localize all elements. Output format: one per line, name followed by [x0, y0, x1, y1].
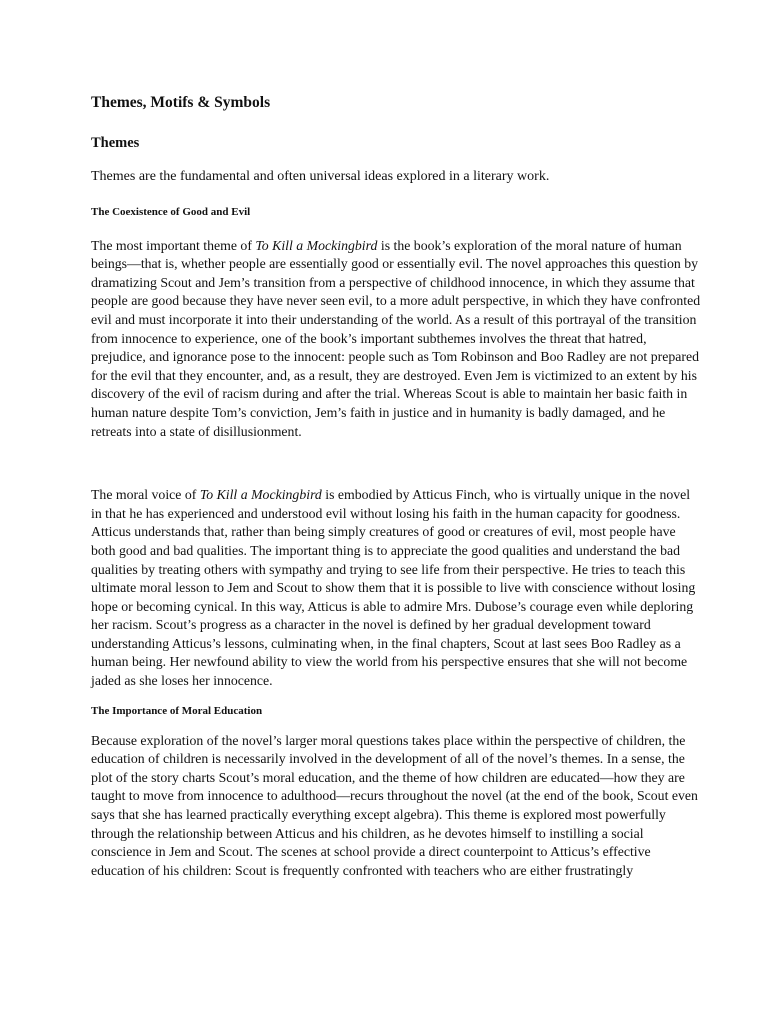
- paragraph-text-lead: The moral voice of: [91, 487, 200, 503]
- paragraph-text-body: is embodied by Atticus Finch, who is virtually unique in the novel in that he has experienced and understood evil without losing his faith in the human capacity for goodness. Atticus understands that, rather than being simply creatures of good or creatures of evil, most people have both good and bad qualities. The important thing is to appreciate the good qualities and understand the bad qualities by treating others with sympathy and trying to see life from their perspective. He tries to teach this ultimate moral lesson to Jem and Scout to show them that it is possible to live with conscience without losing hope or becoming cynical. In this way, Atticus is able to admire Mrs. Dubose’s courage even while deploring her racism. Scout’s progress as a character in the novel is defined by her gradual development toward understanding Atticus’s lessons, culminating when, in the final chapters, Scout at last sees Boo Radley as a human being. Her newfound ability to view the world from his perspective ensures that she will not become jaded as she loses her innocence.: [91, 487, 696, 689]
- book-title-italic: To Kill a Mockingbird: [199, 487, 322, 503]
- book-title-italic: To Kill a Mockingbird: [255, 237, 378, 253]
- section-heading-themes: Themes: [91, 135, 140, 151]
- document-title: Themes, Motifs & Symbols: [91, 94, 271, 111]
- paragraph-text-lead: The most important theme of: [91, 237, 256, 253]
- paragraph-good-evil-1: [91, 237, 703, 442]
- paragraph-good-evil-2: [91, 486, 703, 691]
- intro-paragraph: Themes are the fundamental and often universal ideas explored in a literary work.: [91, 169, 550, 184]
- subheading-good-and-evil: The Coexistence of Good and Evil: [91, 205, 251, 218]
- document-page: [91, 92, 703, 880]
- paragraph-moral-education: Because exploration of the novel’s larger moral questions takes place within the perspective of children, the education of children is necessarily involved in the development of all of the novel’s themes. In a sense, the plot of the story charts Scout’s moral education, and the theme of how children are educated—how they are taught to move from innocence to adulthood—recurs throughout the novel (at the end of the book, Scout even says that she has learned practically everything except algebra). This theme is explored most powerfully through the relationship between Atticus and his children, as he devotes himself to instilling a social conscience in Jem and Scout. The scenes at school provide a direct counterpoint to Atticus’s effective education of his children: Scout is frequently confronted with teachers who are either frustratingly: [91, 732, 698, 878]
- paragraph-text-body: is the book’s exploration of the moral nature of human beings—that is, whether people are essentially good or essentially evil. The novel approaches this question by dramatizing Scout and Jem’s transition from a perspective of childhood innocence, in which they assume that people are good because they have never seen evil, to a more adult perspective, in which they have confronted evil and must incorporate it into their understanding of the world. As a result of this portrayal of the transition from innocence to experience, one of the book’s important subthemes involves the threat that hatred, prejudice, and ignorance pose to the innocent: people such as Tom Robinson and Boo Radley are not prepared for the evil that they encounter, and, as a result, they are destroyed. Even Jem is victimized to an extent by his discovery of the evil of racism during and after the trial. Whereas Scout is able to maintain her basic faith in human nature despite Tom’s conviction, Jem’s faith in justice and in humanity is badly damaged, and he retreats into a state of disillusionment.: [91, 237, 701, 439]
- subheading-moral-education: The Importance of Moral Education: [91, 704, 263, 717]
